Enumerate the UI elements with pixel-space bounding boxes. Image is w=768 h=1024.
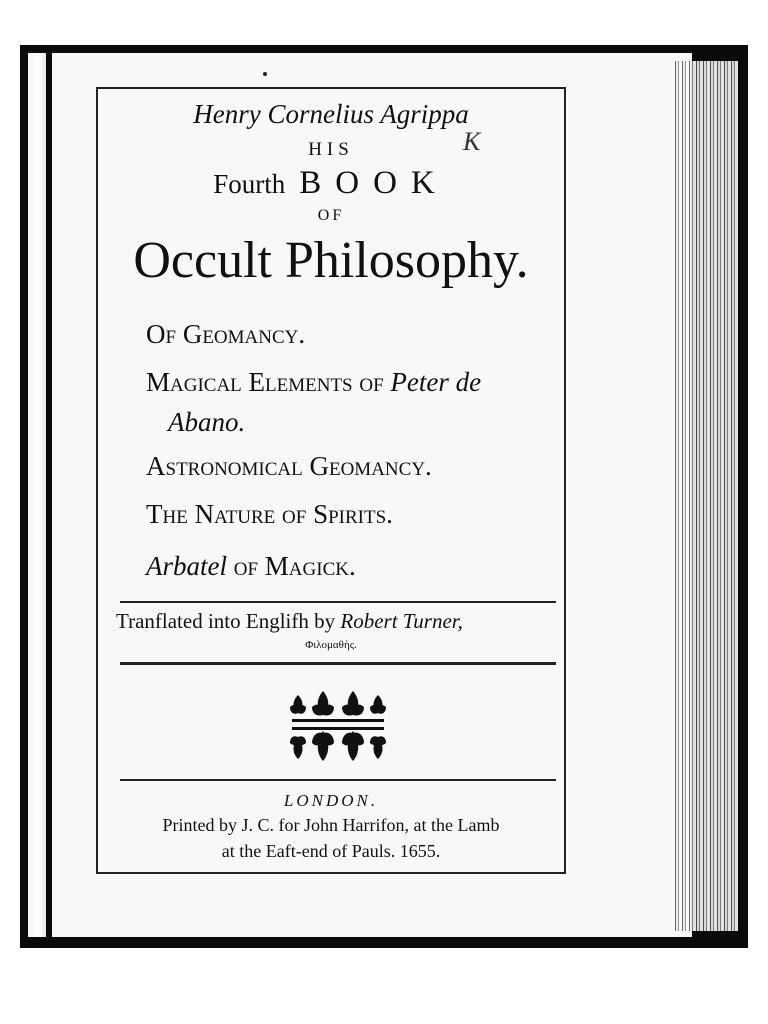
author-name: Henry Cornelius Agrippa xyxy=(193,99,469,129)
greek-epithet: Φιλομαθὴς. xyxy=(305,639,357,651)
contents-geomancy: Of Geomancy. xyxy=(146,319,306,349)
of-label: OF xyxy=(317,207,345,224)
translator-line xyxy=(116,609,463,634)
book-word: BOOK xyxy=(299,165,449,201)
handwritten-mark: K xyxy=(463,127,481,156)
imprint-address-year: at the Eaft-end of Pauls. 1655. xyxy=(221,841,441,861)
contents-magical-elements xyxy=(146,367,481,398)
page-edges xyxy=(672,61,738,931)
divider-rule xyxy=(120,662,556,665)
contents-astronomical-geomancy: Astronomical Geomancy. xyxy=(146,451,432,481)
fourth-book-line xyxy=(98,165,564,202)
translated-text: Tranflated into Englifh by xyxy=(116,609,336,633)
contents-arbatel xyxy=(146,551,356,582)
of-magick-text: of Magick. xyxy=(233,551,356,581)
ornament-bottom-row xyxy=(290,731,386,761)
title-frame xyxy=(96,87,566,874)
imprint-city: LONDON. xyxy=(283,791,379,810)
abano-text: Abano. xyxy=(168,407,246,437)
main-title: Occult Philosophy. xyxy=(133,232,529,289)
page-left-edge xyxy=(28,53,46,937)
divider-rule xyxy=(120,601,556,603)
divider-rule xyxy=(120,779,556,781)
contents-nature-of-spirits: The Nature of Spirits. xyxy=(146,499,393,529)
magical-elements-text: Magical Elements of xyxy=(146,367,384,397)
imprint-printer: Printed by J. C. for John Harrifon, at the Lamb xyxy=(162,815,500,835)
arbatel-text: Arbatel xyxy=(146,551,227,581)
translator-name: Robert Turner, xyxy=(340,609,463,633)
his-label: HIS xyxy=(308,139,354,160)
ornament-top-row xyxy=(290,691,386,716)
printers-ornament xyxy=(288,687,388,763)
fourth-word: Fourth xyxy=(213,169,286,199)
ink-dot xyxy=(263,72,267,76)
peter-text: Peter de xyxy=(390,367,482,397)
